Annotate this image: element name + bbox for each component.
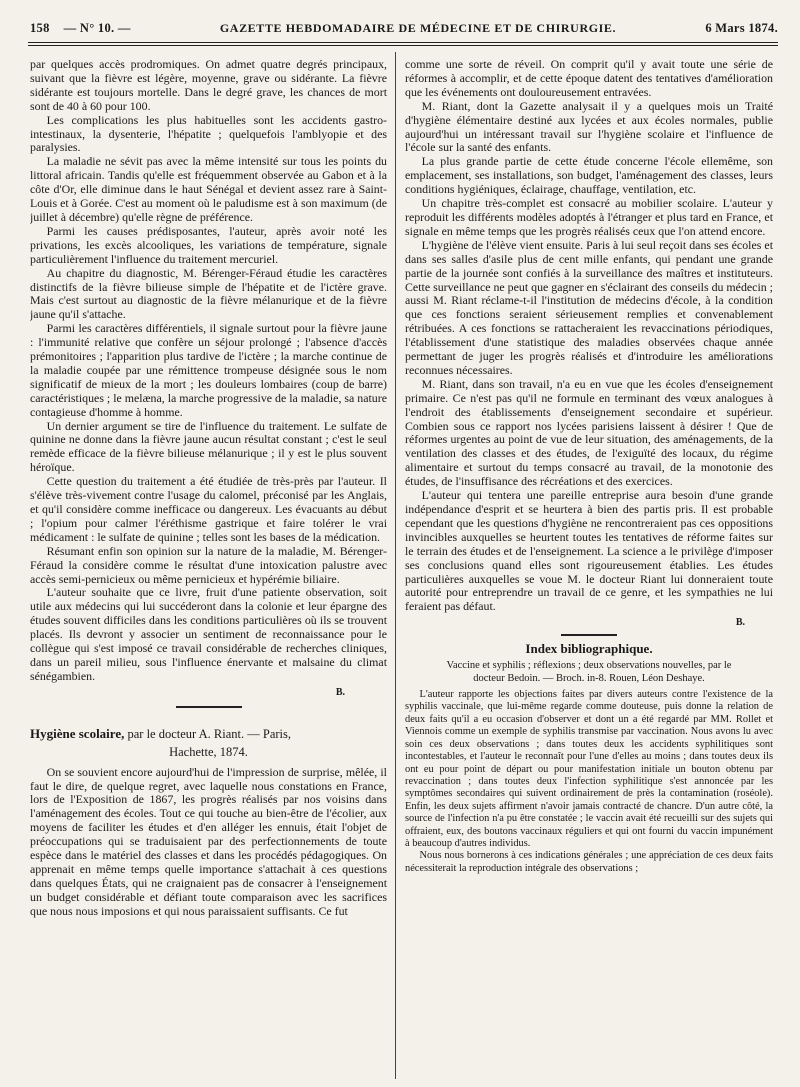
section-divider (561, 634, 617, 636)
paragraph: Résumant enfin son opinion sur la nature de la maladie, M. Bérenger-Féraud la considère comme le résultat d'une intoxication palustre avec accès semi-pernicieux ou même pernicieux et hypérémie biliaire. (30, 543, 387, 586)
paragraph: Parmi les causes prédisposantes, l'auteur, après avoir noté les privations, les excès alcooliques, les variations de température, signale particulièrement l'influence du traitement mercuriel. (30, 223, 387, 266)
paragraph: Un chapitre très-complet est consacré au mobilier scolaire. L'auteur y reproduit les différents modèles adoptés à l'étranger et plus tard en France, et signale en même temps que les progrès réalisés ceux que l'on attend encore. (405, 196, 773, 238)
paragraph: On se souvient encore aujourd'hui de l'impression de surprise, mêlée, il faut le dire, de quelque regret, avec laquelle nous constations en France, lors de l'Exposition de 1867, les progrès réalisés par nos voisins dans l'aménagement des écoles. Tout ce qui touche au bien-être de l'écolier, aux moyens de faciliter les études et d'en alléger les ennuis, était l'objet de préoccupations qui se traduisaient par des perfectionnements de toute espèce dans le matériel des classes et dans les procédés pédagogiques. On apprenait en même temps quelle importance s'attachait à ces questions dans quelques États, qui ne craignaient pas de consacrer à l'enseignement un budget considérable et défiant toute comparaison avec les sacrifices que nous nous imposions et qui nous paraissaient suffisants. Ce fut (30, 764, 387, 918)
paragraph: M. Riant, dans son travail, n'a eu en vue que les écoles d'enseignement primaire. Ce n'est pas qu'il ne formule en terminant des vœux analogues à l'endroit des établissements d'enseignement secondaire et supérieur. Combien sous ce rapport nos lycées parisiens laissent à désirer ! Que de réformes urgentes au point de vue de leur situation, des aménagements, de la ventilation des classes et des études, de l'exiguïté des locaux, du régime alimentaire et surtout du temps consacré au travail, de la monotonie des études, de l'insuffisance des récréations et des exercices. (405, 376, 773, 489)
header-rule (28, 42, 778, 46)
bibliography-title: Vaccine et syphilis ; réflexions ; deux observations nouvelles, par le (446, 660, 732, 672)
paragraph: Les complications les plus habituelles sont les accidents gastro-intestinaux, la dysenterie, l'hépatite ; quelquefois l'amblyopie et des paralysies. (30, 112, 387, 155)
bibliography-entry-heading (405, 660, 773, 685)
left-paragraphs (30, 58, 387, 684)
article-signature: B. (735, 617, 745, 629)
left-column (30, 58, 387, 1079)
article-signature: B. (335, 686, 345, 698)
paragraph: L'auteur souhaite que ce livre, fruit d'une patiente observation, soit utile aux médecins qui lui succéderont dans la colonie et leur épargne des études souvent difficiles dans les conditions particulières où ils se trouvent placés. Ils devront y associer un sentiment de reconnaissance pour le collègue qui s'est imposé ce travail considérable de recherches cliniques, dans un pareil milieu, sous l'influence énervante et malsaine du climat sénégambien. (30, 585, 387, 683)
issue-date: 6 Mars 1874. (705, 20, 778, 35)
review-title: Hygiène scolaire, (30, 725, 125, 741)
journal-title: GAZETTE HEBDOMADAIRE DE MÉDECINE ET DE CHIRURGIE. (219, 20, 617, 35)
paragraph: Nous nous bornerons à ces indications générales ; une appréciation de ces deux faits nécessiterait la reproduction intégrale des observations ; (405, 850, 773, 874)
paragraph: par quelques accès prodromiques. On admet quatre degrés principaux, suivant que la fièvre est légère, moyenne, grave ou sidérante. La fièvre sidérante est toujours mortelle. Dans le degré grave, les chances de mort sont de 40 à 60 pour 100. (30, 58, 387, 113)
paragraph: M. Riant, dont la Gazette analysait il y a quelques mois un Traité d'hygiène élémentaire destiné aux lycées et aux écoles normales, publie aujourd'hui un intéressant travail sur l'hygiène scolaire et l'influence de l'école sur la santé des enfants. (405, 98, 773, 155)
paragraph: Au chapitre du diagnostic, M. Bérenger-Féraud étudie les caractères distinctifs de la fièvre bilieuse simple de l'hépatite et de l'ictère grave. Mais c'est surtout au diagnostic de la fièvre mélanurique et de la fièvre jaune qu'il s'attache. (30, 265, 387, 322)
right-column (405, 58, 773, 1079)
issue-number: — N° 10. — (63, 20, 131, 35)
index-heading: Index bibliographique. (525, 641, 653, 657)
review-byline: par le docteur A. Riant. — Paris, (127, 726, 291, 741)
paragraph: Parmi les caractères différentiels, il signale surtout pour la fièvre jaune : l'immunité relative que confère un séjour prolongé ; l'absence d'accès prémonitoires ; l'apparition plus tardive de l'ictère ; la marche continue de la maladie coupée par une rémittence trompeuse désignée sous le nom significatif de mieux de la mort ; les douleurs lombaires (coup de barre) caractéristiques ; le melæna, la marche progressive de la maladie, sa nature contagieuse d'homme à homme. (30, 321, 387, 419)
paragraph: L'auteur rapporte les objections faites par divers auteurs contre l'existence de la syphilis vaccinale, que lui-même regarde comme douteuse, puis donne la relation de deux faits qu'il a eu occasion d'observer et dont un a été regardé par MM. Rollet et Viennois comme un exemple de syphilis transmise par vaccination. Nous avons lu avec soin ces deux observations ; dans toutes deux les accidents syphilitiques sont incontestables, et l'auteur le reconnaît pour l'une d'elles au moins ; dans toutes deux ils ont eu pour point de départ ou pour manifestation initiale un bouton obtenu par revaccination ; dans toutes deux l'infection syphilitique s'est annoncée par les symptômes secondaires qui suivent ordinairement de près la contamination (roséole). Enfin, les deux sujets affirment n'avoir jamais contracté de chancre. D'un autre côté, la source de l'infection n'a pu être constatée ; le vaccin avait été recueilli sur des sujets qui offraient, eux, des boutons vaccinaux réguliers et qui ont fourni du vaccin impunément à beaucoup d'autres individus. (405, 689, 773, 849)
column-separator (395, 52, 396, 1079)
review-publisher: Hachette, 1874. (169, 744, 248, 759)
section-divider (176, 706, 242, 708)
bibliography-author: docteur Bedoin. — Broch. in-8. Rouen, Léon Deshaye. (473, 672, 705, 684)
page-number: 158 (30, 20, 50, 35)
paragraph: L'auteur qui tentera une pareille entreprise aura besoin d'une grande indépendance d'esprit et se heurtera à bien des partis pris. Il est probable cependant que les questions d'hygiène ne rencontreraient pas ces oppositions invincibles auxquelles se heurtent toutes les tentatives de réforme faites sur le terrain des études et de l'enseignement. La science a le privilège d'imposer ses conclusions quand elles sont rigoureusement établies. Les études particulières auxquelles se voue M. le docteur Riant lui donneraient toute autorité pour entreprendre un travail de ce genre, et les sympathies ne lui feraient pas défaut. (405, 488, 773, 614)
paragraph: Cette question du traitement a été étudiée de très-près par l'auteur. Il s'élève très-vivement contre l'usage du calomel, préconisé par les Anglais, et qu'il considère comme inefficace ou dangereux. Les évacuants au début ; l'opium pour calmer l'éréthisme gastrique et faire tolérer le vrai médicament : le sulfate de quinine ; telles sont les bases de la médication. (30, 474, 387, 544)
paragraph: La maladie ne sévit pas avec la même intensité sur tous les points du littoral africain. Tandis qu'elle est fréquemment observée au Gabon et à la côte d'Or, elle diminue dans le haut Sénégal et devient assez rare à Saint-Louis et à Gorée. C'est au moment où le paludisme est à son maximum (de juillet à décembre) qu'elle règne de préférence. (30, 154, 387, 224)
paragraph: La plus grande partie de cette étude concerne l'école ellemême, son emplacement, ses installations, son budget, l'aménagement des classes, leurs conditions hygiéniques, éclairage, chauffage, ventilation, etc. (405, 154, 773, 197)
paragraph: L'hygiène de l'élève vient ensuite. Paris à lui seul reçoit dans ses écoles et dans ses salles d'asile plus de cent mille enfants, qui pendant une grande partie de la journée sont confiés à la surveillance des maîtres et instituteurs. Cette surveillance ne peut que gagner en s'éclairant des conseils du médecin ; aussi M. Riant réclame-t-il l'institution de médecins d'école, à la condition que ces fonctions seraient sérieusement remplies et convenablement rétribuées. A ces fonctions se rattacheraient les revaccinations périodiques, l'établissement d'une statistique des maladies observées chaque année permettant de juger les progrès réalisés et d'introduire les améliorations reconnues nécessaires. (405, 237, 773, 377)
paragraph: Un dernier argument se tire de l'influence du traitement. Le sulfate de quinine ne donne dans la fièvre jaune aucun résultat constant ; c'est le seul remède efficace de la fièvre bilieuse mélanurique ; il y est le plus souvent héroïque. (30, 418, 387, 475)
review-heading (30, 726, 387, 742)
header-left (30, 21, 131, 36)
paragraph: comme une sorte de réveil. On comprit qu'il y avait toute une série de réformes à accomplir, et de cette époque datent des tentatives d'amélioration que les événements ont douloureusement entravées. (405, 58, 773, 99)
page-header (30, 16, 778, 40)
